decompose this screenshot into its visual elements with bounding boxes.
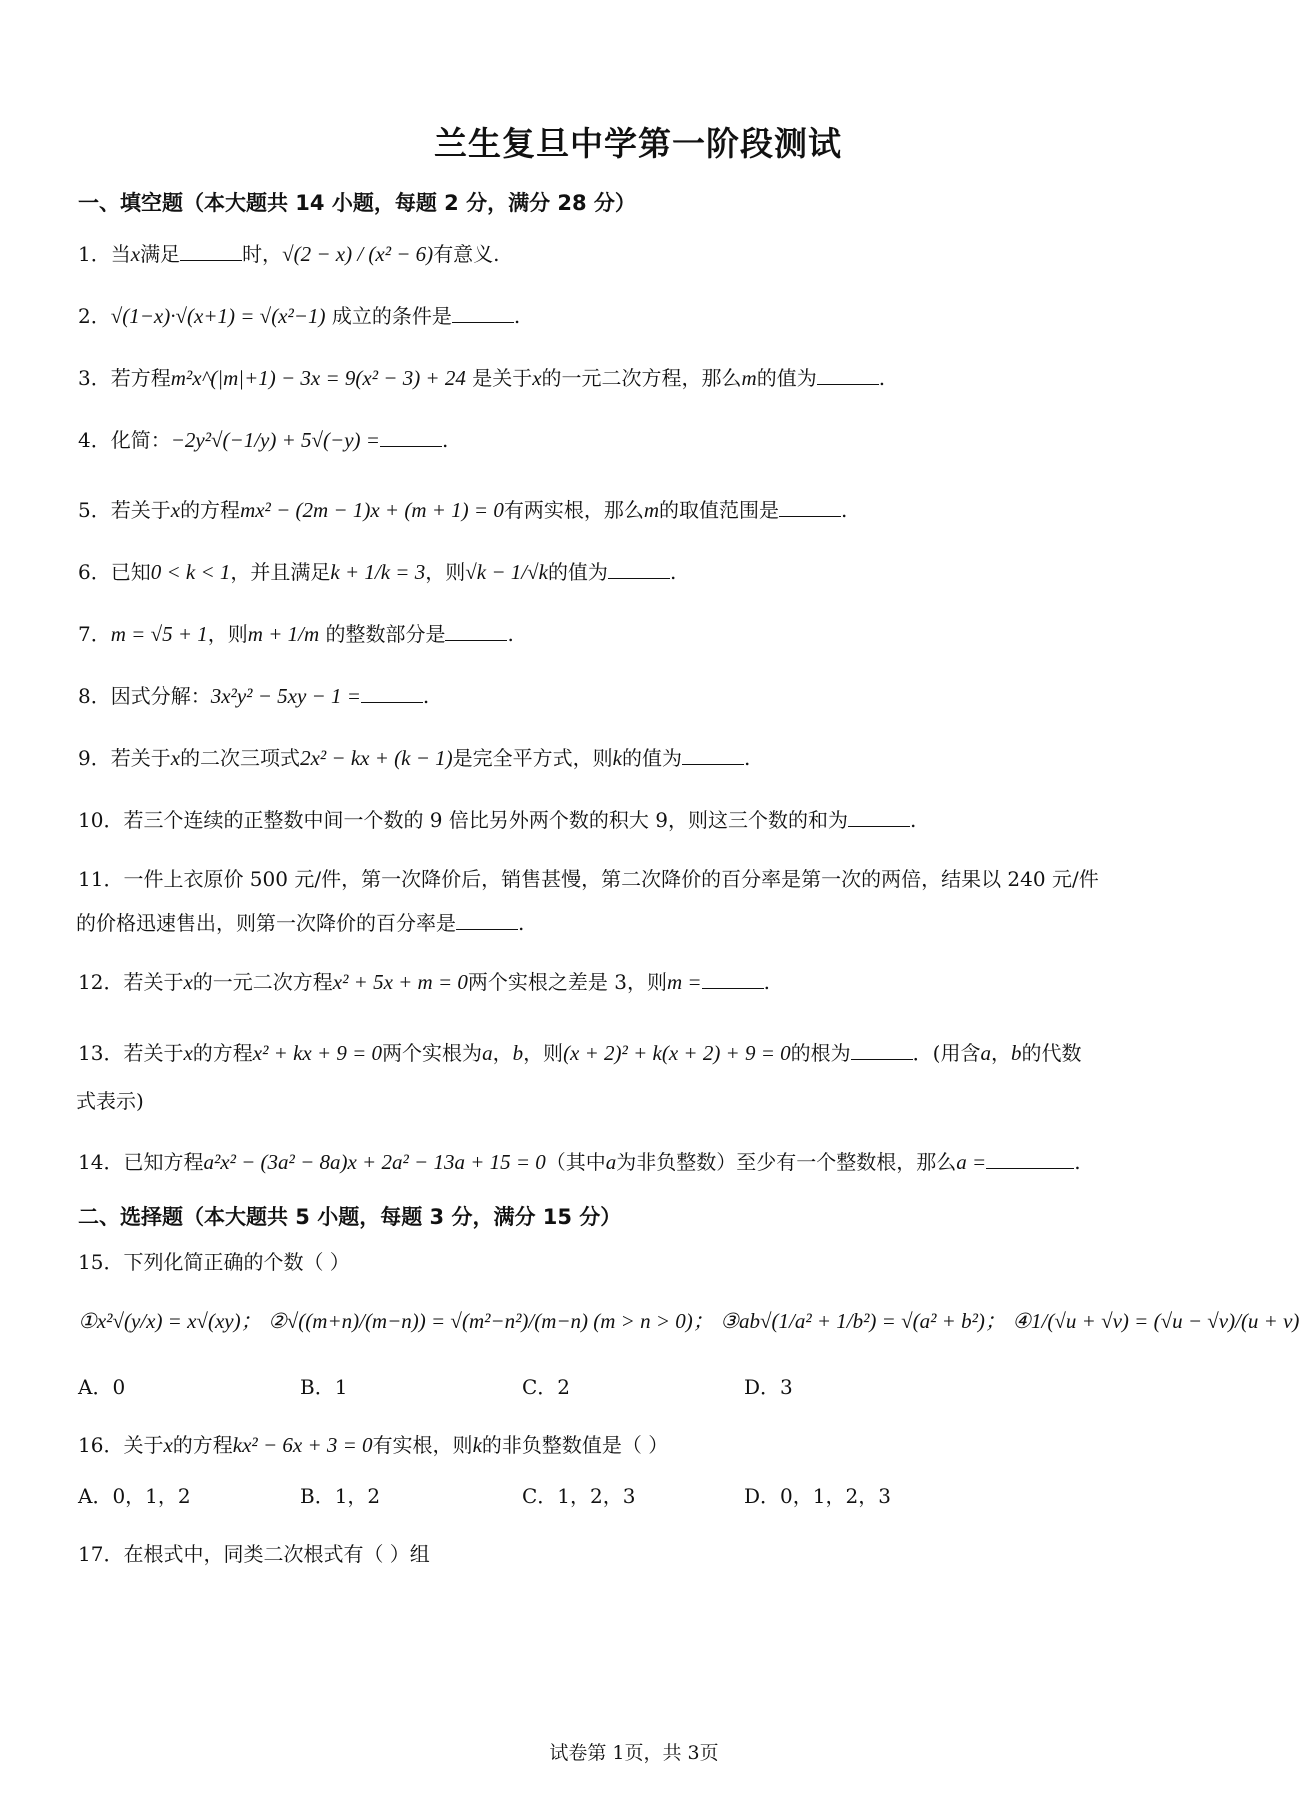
option-a[interactable]: A．0，1，2: [78, 1484, 191, 1508]
question-text: 若关于: [110, 498, 171, 522]
question-text: 是完全平方式，则: [452, 746, 613, 770]
answer-blank: [851, 1041, 913, 1060]
question-2: [78, 301, 1198, 331]
question-text: .: [743, 746, 751, 770]
question-text: .: [441, 428, 449, 452]
math-expression: mx² − (2m − 1)x + (m + 1) = 0: [240, 498, 504, 522]
question-text: 两个实根为: [382, 1041, 483, 1065]
answer-blank: [779, 498, 841, 517]
math-var: m: [643, 498, 659, 522]
question-text: 有意义.: [433, 242, 500, 266]
question-text: 是关于: [472, 366, 533, 390]
math-expression: √k − 1/√k: [465, 560, 548, 584]
math-var: x: [170, 746, 181, 770]
question-12: [78, 967, 1198, 997]
question-text: 一件上衣原价 500 元/件，第一次降价后，销售甚慢，第二次降价的百分率是第一次的两倍，结果以 240 元/件: [123, 867, 1099, 891]
answer-blank: [986, 1150, 1074, 1169]
answer-blank: [702, 970, 764, 989]
question-number: 13．: [78, 1041, 124, 1065]
question-text: 的方程: [180, 498, 241, 522]
question-text: 的整数部分是: [325, 622, 446, 646]
question-7: [78, 619, 1198, 649]
question-text: 的取值范围是: [659, 498, 779, 522]
question-text: 的价格迅速售出，则第一次降价的百分率是: [76, 911, 456, 935]
question-text: 式表示): [76, 1089, 144, 1113]
option-c[interactable]: C．2: [522, 1375, 571, 1399]
question-number: 14．: [78, 1150, 124, 1174]
answer-blank: [452, 304, 514, 323]
question-text: 下列化简正确的个数（ ）: [123, 1250, 350, 1274]
question-line: [76, 1077, 1198, 1125]
question-text: .: [763, 970, 770, 994]
question-10: [78, 805, 1198, 835]
math-var: m: [741, 366, 757, 390]
question-text: ，并且满足: [230, 560, 331, 584]
question-number: 17．: [78, 1542, 124, 1566]
statement-1: ①x²√(y/x) = x√(xy)；: [78, 1309, 262, 1333]
math-expression: kx² − 6x + 3 = 0: [232, 1433, 373, 1457]
question-text: 的代数: [1021, 1041, 1082, 1065]
answer-blank: [180, 242, 242, 261]
math-var: x: [532, 366, 542, 390]
question-13: [78, 1029, 1198, 1125]
question-text: 有两实根，那么: [503, 498, 644, 522]
question-number: 7．: [78, 622, 111, 646]
math-expression: m²x^(|m|+1) − 3x = 9(x² − 3) + 24: [170, 366, 466, 390]
math-var: x: [183, 1041, 193, 1065]
question-line: [78, 857, 1198, 901]
option-c[interactable]: C．1，2，3: [522, 1484, 636, 1508]
answer-blank: [817, 366, 879, 385]
math-var: x: [183, 970, 193, 994]
math-expression: m =: [667, 970, 702, 994]
question-text: 化简：: [110, 428, 171, 452]
question-text: 的值为: [621, 746, 682, 770]
question-number: 6．: [78, 560, 111, 584]
math-var: k: [612, 746, 622, 770]
page-title: 兰生复旦中学第一阶段测试: [434, 124, 842, 163]
math-expression: 3x²y² − 5xy − 1 =: [210, 684, 361, 708]
question-text: 若关于: [123, 1041, 184, 1065]
math-expression: a²x² − (3a² − 8a)x + 2a² − 13a + 15 = 0: [203, 1150, 546, 1174]
question-text: 的一元二次方程: [192, 970, 333, 994]
question-text: .: [507, 622, 514, 646]
question-number: 9．: [78, 746, 111, 770]
math-var: x: [170, 498, 181, 522]
question-number: 12．: [78, 970, 124, 994]
question-text: ，: [990, 1041, 1011, 1065]
question-11: [78, 857, 1198, 945]
section-heading-choice: 二、选择题（本大题共 5 小题，每题 3 分，满分 15 分）: [78, 1205, 622, 1229]
question-17: [78, 1539, 1198, 1569]
answer-blank: [682, 746, 744, 765]
statement-4: ④1/(√u + √v) = (√u − √v)/(u + v): [1012, 1309, 1299, 1333]
math-var: x: [130, 242, 141, 266]
question-15: [78, 1247, 1198, 1277]
question-text: ，则: [207, 622, 248, 646]
question-8: [78, 681, 1198, 711]
question-number: 1．: [78, 242, 111, 266]
math-expression: a =: [956, 1150, 987, 1174]
question-4: [78, 425, 1198, 455]
math-expression: √(2 − x) / (x² − 6): [282, 242, 434, 266]
question-text: .: [513, 304, 521, 328]
question-text: 若关于: [110, 746, 171, 770]
q15-statements: [78, 1305, 1299, 1335]
section-heading-fill-in: 一、填空题（本大题共 14 小题，每题 2 分，满分 28 分）: [78, 191, 636, 215]
answer-blank: [445, 622, 507, 641]
question-number: 4．: [78, 428, 111, 452]
question-number: 15．: [78, 1250, 124, 1274]
question-text: ，则: [425, 560, 466, 584]
math-expression: −2y²√(−1/y) + 5√(−y) =: [170, 428, 380, 452]
math-var: a: [980, 1041, 991, 1065]
math-expression: √(1−x)·√(x+1) = √(x²−1): [110, 304, 326, 328]
question-number: 5．: [78, 498, 111, 522]
math-var: b: [512, 1041, 524, 1065]
question-text: .: [422, 684, 430, 708]
option-b[interactable]: B．1: [300, 1375, 348, 1399]
answer-blank: [380, 428, 442, 447]
math-var: k: [472, 1433, 482, 1457]
question-text: 在根式中，同类二次根式有（ ）组: [123, 1542, 430, 1566]
question-text: 的方程: [192, 1041, 253, 1065]
option-d[interactable]: D．0，1，2，3: [744, 1484, 891, 1508]
question-text: 两个实根之差是 3，则: [467, 970, 667, 994]
statement-3: ③ab√(1/a² + 1/b²) = √(a² + b²)；: [720, 1309, 1006, 1333]
question-5: [78, 495, 1198, 525]
math-expression: 0 < k < 1: [150, 560, 231, 584]
question-text: 因式分解：: [110, 684, 211, 708]
question-16: [78, 1430, 1198, 1460]
option-d[interactable]: D．3: [744, 1375, 793, 1399]
question-text: 若方程: [110, 366, 171, 390]
question-text: ．(用含: [912, 1041, 981, 1065]
question-6: [78, 557, 1198, 587]
question-text: 的方程: [172, 1433, 233, 1457]
math-expression: x² + 5x + m = 0: [332, 970, 468, 994]
option-a[interactable]: A．0: [78, 1375, 126, 1399]
math-var: a: [482, 1041, 493, 1065]
question-text: .: [1074, 1150, 1081, 1174]
answer-blank: [361, 684, 423, 703]
question-text: .: [909, 808, 917, 832]
question-number: 3．: [78, 366, 111, 390]
math-expression: x² + kx + 9 = 0: [252, 1041, 383, 1065]
question-text: .: [878, 366, 886, 390]
question-line: [78, 1029, 1198, 1077]
q15-options: [78, 1371, 1198, 1400]
math-expression: m = √5 + 1: [110, 622, 208, 646]
question-14: [78, 1147, 1198, 1177]
question-text: 成立的条件是: [331, 304, 452, 328]
math-var: a: [605, 1150, 617, 1174]
q16-options: [78, 1480, 1198, 1509]
math-var: b: [1010, 1041, 1022, 1065]
math-expression: k + 1/k = 3: [330, 560, 426, 584]
math-expression: 2x² − kx + (k − 1): [300, 746, 453, 770]
question-text: 当: [110, 242, 131, 266]
question-text: 的二次三项式: [180, 746, 301, 770]
question-number: 11．: [78, 867, 124, 891]
question-text: 为非负整数）至少有一个整数根，那么: [616, 1150, 957, 1174]
question-number: 16．: [78, 1433, 124, 1457]
question-text: .: [518, 911, 525, 935]
question-number: 2．: [78, 304, 111, 328]
question-text: 关于: [123, 1433, 164, 1457]
question-text: 满足: [140, 242, 181, 266]
question-number: 8．: [78, 684, 111, 708]
answer-blank: [848, 808, 910, 827]
math-expression: m + 1/m: [247, 622, 320, 646]
question-text: 已知: [110, 560, 151, 584]
option-b[interactable]: B．1，2: [300, 1484, 381, 1508]
question-line: [76, 901, 1198, 945]
question-9: [78, 743, 1198, 773]
question-text: 若关于: [123, 970, 184, 994]
answer-blank: [608, 560, 670, 579]
question-3: [78, 363, 1198, 393]
math-var: x: [163, 1433, 173, 1457]
answer-blank: [456, 911, 518, 930]
question-text: 有实根，则: [372, 1433, 473, 1457]
statement-2: ②√((m+n)/(m−n)) = √(m²−n²)/(m−n) (m > n > 0)；: [267, 1309, 714, 1333]
question-text: （其中: [545, 1150, 606, 1174]
question-text: 已知方程: [123, 1150, 204, 1174]
question-text: 时，: [242, 242, 283, 266]
question-text: ，: [492, 1041, 513, 1065]
question-text: 的根为: [790, 1041, 851, 1065]
question-text: 若三个连续的正整数中间一个数的 9 倍比另外两个数的积大 9，则这三个数的和为: [123, 808, 848, 832]
question-text: .: [669, 560, 677, 584]
question-number: 10．: [78, 808, 124, 832]
question-text: .: [841, 498, 848, 522]
question-text: 的值为: [756, 366, 817, 390]
page-footer: 试卷第 1页，共 3页: [549, 1742, 719, 1764]
question-text: 的一元二次方程，那么: [541, 366, 742, 390]
question-text: ，则: [523, 1041, 564, 1065]
math-expression: (x + 2)² + k(x + 2) + 9 = 0: [563, 1041, 791, 1065]
question-text: 的值为: [547, 560, 608, 584]
question-1: [78, 239, 1198, 269]
question-text: 的非负整数值是（ ）: [481, 1433, 669, 1457]
